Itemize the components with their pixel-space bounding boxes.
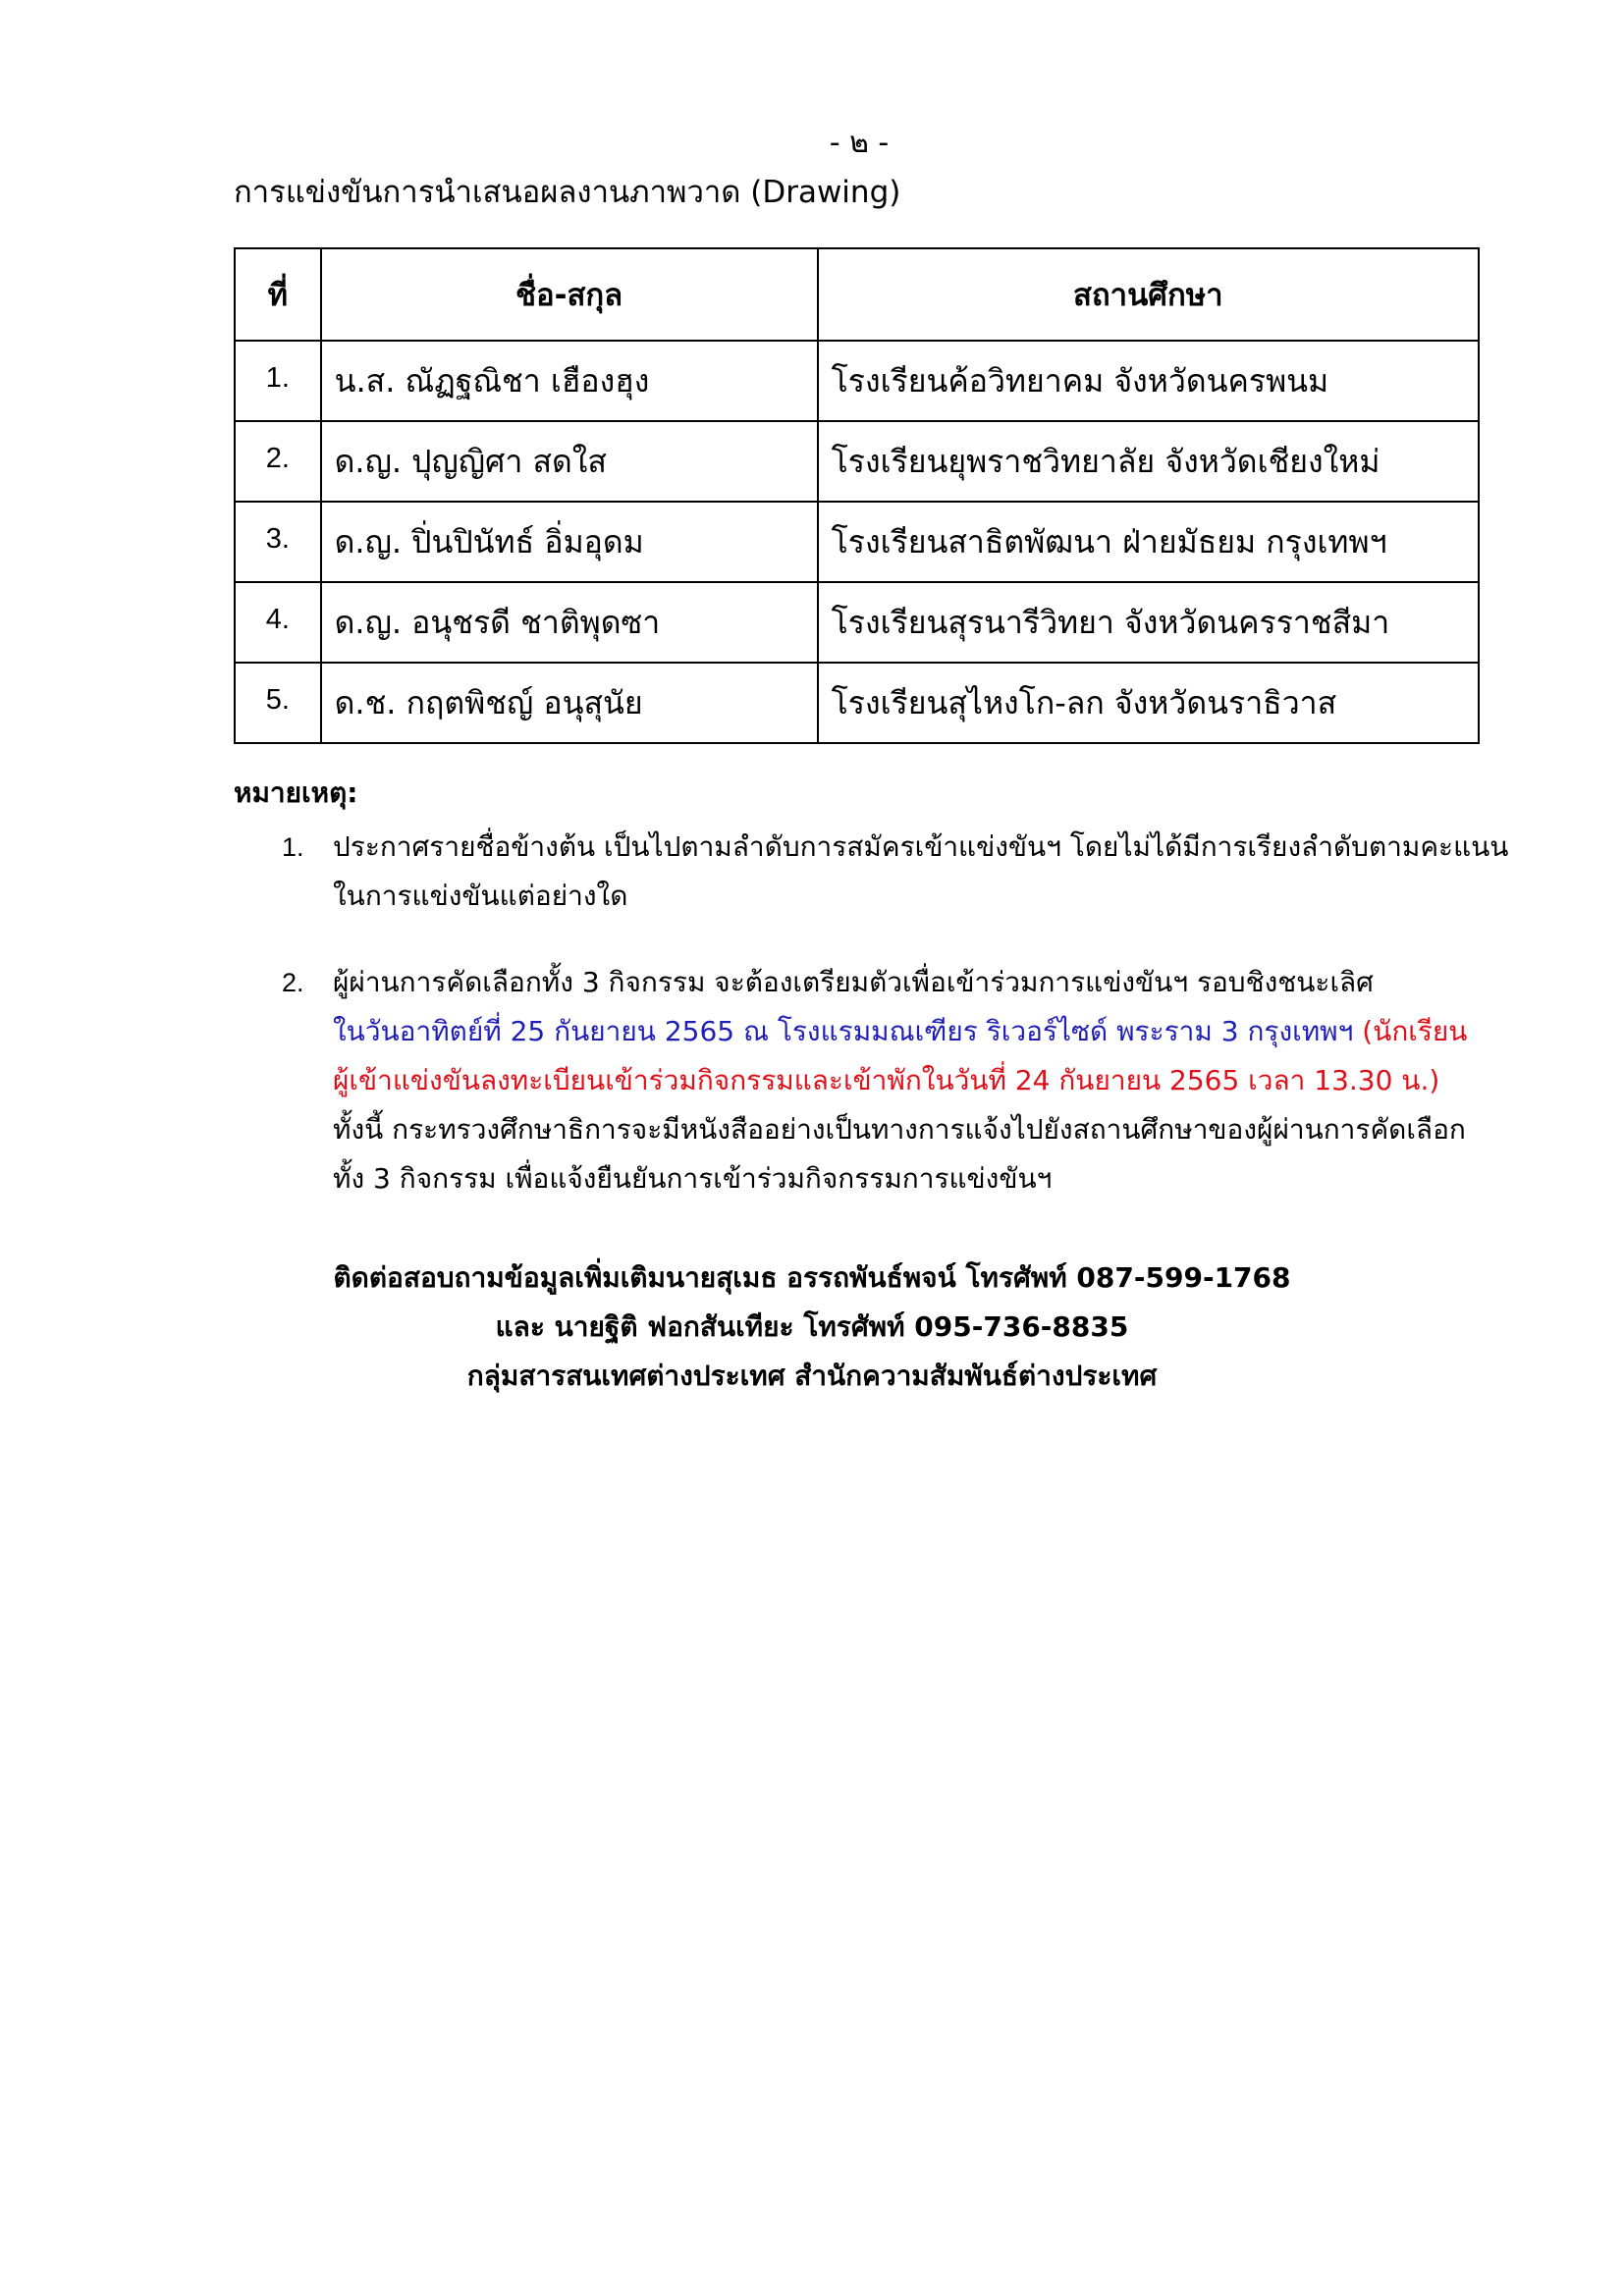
event-date-venue: ในวันอาทิตย์ที่ 25 กันยายน 2565 ณ โรงแรมมณเฑียร ริเวอร์ไซด์ พระราม 3 กรุงเทพฯ [333, 1015, 1363, 1047]
results-table [234, 247, 1480, 744]
student-name: น.ส. ณัฏฐณิชา เฮืองฮุง [321, 341, 818, 421]
header-school: สถานศึกษา [818, 248, 1479, 341]
note-text-line: ในการแข่งขันแต่อย่างใด [333, 880, 628, 912]
document-title: การแข่งขันการนำเสนอผลงานภาพวาด (Drawing) [234, 175, 901, 210]
student-name: ด.ญ. ปิ่นปินัทธ์ อิ่มอุดม [321, 502, 818, 582]
student-name: ด.ญ. อนุชรดี ชาติพุดซา [321, 582, 818, 663]
row-number: 4. [235, 582, 321, 663]
table-row [235, 341, 1479, 421]
table-row [235, 582, 1479, 663]
student-name: ด.ช. กฤตพิชญ์ อนุสุนัย [321, 663, 818, 743]
student-name: ด.ญ. ปุญญิศา สดใส [321, 421, 818, 502]
row-number: 1. [235, 341, 321, 421]
notes-heading: หมายเหตุ: [234, 776, 358, 809]
school-name: โรงเรียนสุรนารีวิทยา จังหวัดนครราชสีมา [818, 582, 1479, 663]
note-item-2 [282, 958, 1489, 1203]
note-number: 2. [282, 968, 304, 997]
school-name: โรงเรียนค้อวิทยาคม จังหวัดนครพนม [818, 341, 1479, 421]
row-number: 5. [235, 663, 321, 743]
table-header-row [235, 248, 1479, 341]
registration-note-start: (นักเรียน [1362, 1015, 1468, 1047]
contact-line-1: ติดต่อสอบถามข้อมูลเพิ่มเติมนายสุเมธ อรรถพันธ์พจน์ โทรศัพท์ 087-599-1768 [333, 1261, 1291, 1294]
table-row [235, 421, 1479, 502]
note-item-1 [282, 823, 1509, 921]
row-number: 3. [235, 502, 321, 582]
page-number: - ๒ - [829, 126, 890, 160]
contact-line-3: กลุ่มสารสนเทศต่างประเทศ สำนักความสัมพันธ์ต่างประเทศ [466, 1360, 1158, 1392]
school-name: โรงเรียนสาธิตพัฒนา ฝ่ายมัธยม กรุงเทพฯ [818, 502, 1479, 582]
row-number: 2. [235, 421, 321, 502]
note-text-line: ประกาศรายชื่อข้างต้น เป็นไปตามลำดับการสมัครเข้าแข่งขันฯ โดยไม่ได้มีการเรียงลำดับตามคะแนน [333, 830, 1509, 863]
note-text-line [333, 1007, 1467, 1056]
note-text-line: ผู้ผ่านการคัดเลือกทั้ง 3 กิจกรรม จะต้องเตรียมตัวเพื่อเข้าร่วมการแข่งขันฯ รอบชิงชนะเลิศ [333, 966, 1374, 998]
table-row [235, 502, 1479, 582]
note-text-line: ทั้งนี้ กระทรวงศึกษาธิการจะมีหนังสืออย่างเป็นทางการแจ้งไปยังสถานศึกษาของผู้ผ่านการคัดเลือก [333, 1113, 1466, 1146]
contact-line-2: และ นายฐิติ ฟอกสันเทียะ โทรศัพท์ 095-736-8835 [495, 1310, 1129, 1343]
header-number: ที่ [235, 248, 321, 341]
note-text-line: ทั้ง 3 กิจกรรม เพื่อแจ้งยืนยันการเข้าร่วมกิจกรรมการแข่งขันฯ [333, 1162, 1053, 1195]
header-name: ชื่อ-สกุล [321, 248, 818, 341]
table-row [235, 663, 1479, 743]
school-name: โรงเรียนยุพราชวิทยาลัย จังหวัดเชียงใหม่ [818, 421, 1479, 502]
registration-note: ผู้เข้าแข่งขันลงทะเบียนเข้าร่วมกิจกรรมและเข้าพักในวันที่ 24 กันยายน 2565 เวลา 13.30 น.) [333, 1064, 1440, 1096]
school-name: โรงเรียนสุไหงโก-ลก จังหวัดนราธิวาส [818, 663, 1479, 743]
note-number: 1. [282, 832, 304, 862]
